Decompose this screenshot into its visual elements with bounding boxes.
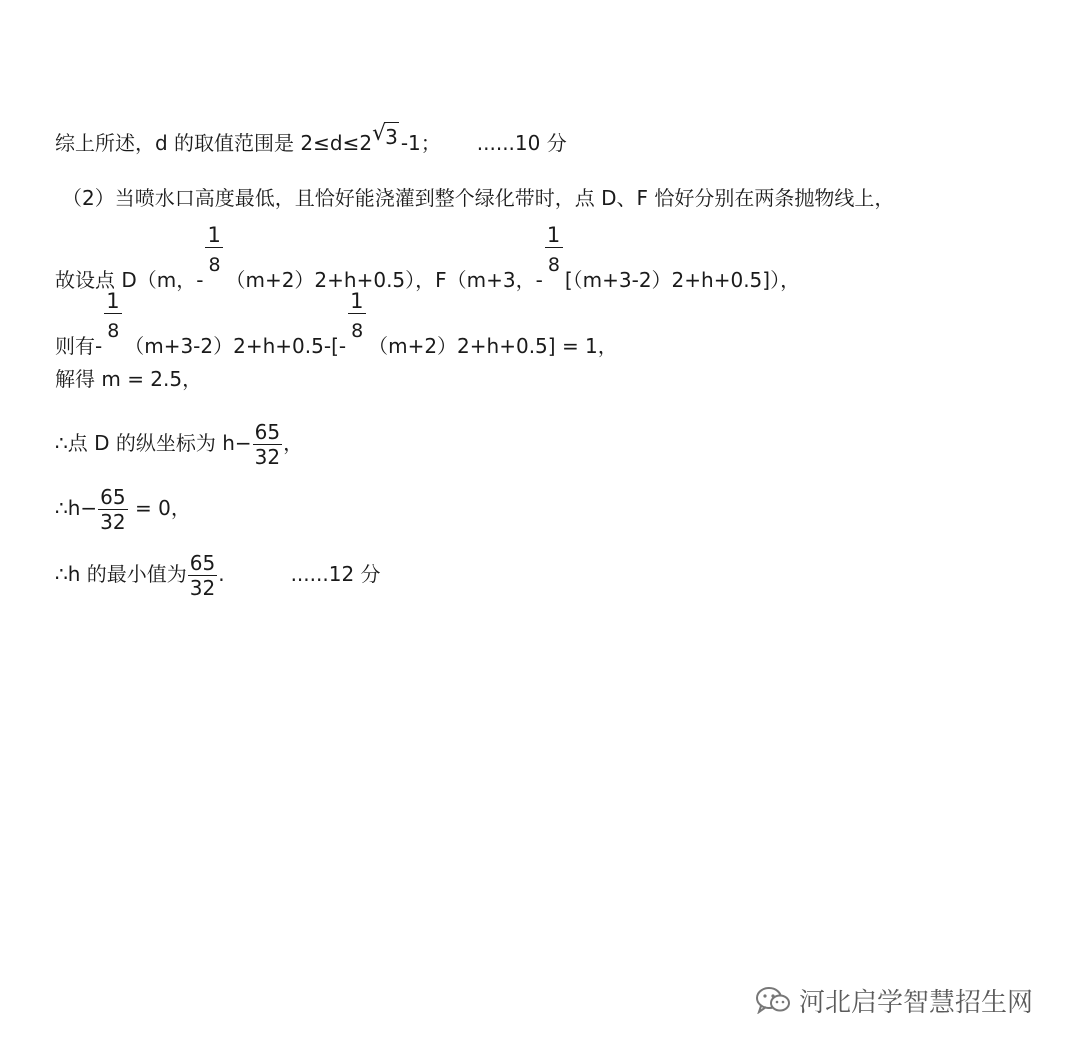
text: [（m+3-2）2+h+0.5]），: [564, 268, 801, 292]
line-d-ordinate: [55, 422, 303, 467]
line-equation: [55, 289, 618, 360]
line-h-equation: [55, 487, 191, 532]
text: .: [218, 562, 225, 586]
text: ∴h−: [55, 496, 98, 520]
text: 综上所述，d 的取值范围是 2≤d≤2: [55, 131, 373, 155]
text: （m+3-2）2+h+0.5-[-: [124, 334, 347, 358]
text: （m+2）2+h+0.5] = 1，: [368, 334, 618, 358]
line-part2-intro: [62, 184, 894, 212]
radical-sign-icon: √: [372, 121, 387, 146]
text: 则有-: [55, 334, 103, 358]
text: -1；: [400, 131, 441, 155]
text: ，: [283, 431, 304, 455]
text: （m+2）2+h+0.5），F（m+3，-: [225, 268, 543, 292]
fraction: [98, 487, 127, 532]
text: 解得 m = 2.5，: [55, 367, 203, 391]
fraction-denominator: 32: [100, 510, 126, 534]
fraction-denominator: 32: [189, 576, 216, 600]
fraction-denominator: 8: [547, 254, 560, 276]
fraction-numerator: 1: [350, 289, 364, 313]
fraction: [253, 422, 282, 467]
fraction-bar: [205, 247, 223, 248]
text: 故设点 D（m，-: [55, 268, 204, 292]
text: = 0，: [128, 496, 191, 520]
line-set-points: [55, 223, 801, 294]
fraction-numerator: 65: [100, 485, 126, 509]
radicand: 3: [384, 122, 399, 151]
score-label: ......10 分: [476, 131, 567, 155]
fraction-numerator: 65: [189, 551, 216, 575]
line-solve-m: [55, 365, 202, 393]
fraction: [102, 289, 124, 353]
fraction-numerator: 1: [106, 289, 120, 313]
text: ∴点 D 的纵坐标为 h−: [55, 431, 252, 455]
watermark-text: 河北启学智慧招生网: [799, 987, 1034, 1018]
fraction-numerator: 65: [254, 420, 281, 444]
fraction-numerator: 1: [546, 223, 561, 247]
text: ∴h 的最小值为: [55, 562, 187, 586]
fraction-bar: [545, 247, 563, 248]
fraction-bar: [104, 313, 122, 314]
sqrt: [372, 121, 399, 157]
fraction-bar: [348, 313, 366, 314]
fraction-denominator: 32: [254, 445, 281, 469]
fraction-denominator: 8: [351, 320, 364, 342]
wechat-icon: [755, 986, 791, 1014]
fraction: [203, 223, 225, 287]
fraction-denominator: 8: [208, 254, 221, 276]
fraction-numerator: 1: [207, 223, 221, 247]
fraction: [543, 223, 565, 287]
line-range-conclusion: [55, 121, 567, 157]
watermark: [755, 985, 1034, 1018]
text: （2）当喷水口高度最低，且恰好能浇灌到整个绿化带时，点 D、F 恰好分别在两条抛物线上，: [62, 186, 895, 210]
fraction-denominator: 8: [107, 320, 120, 342]
score-label: ......12 分: [290, 562, 381, 586]
fraction: [188, 553, 217, 598]
fraction: [346, 289, 368, 353]
line-h-minimum: [55, 553, 381, 598]
